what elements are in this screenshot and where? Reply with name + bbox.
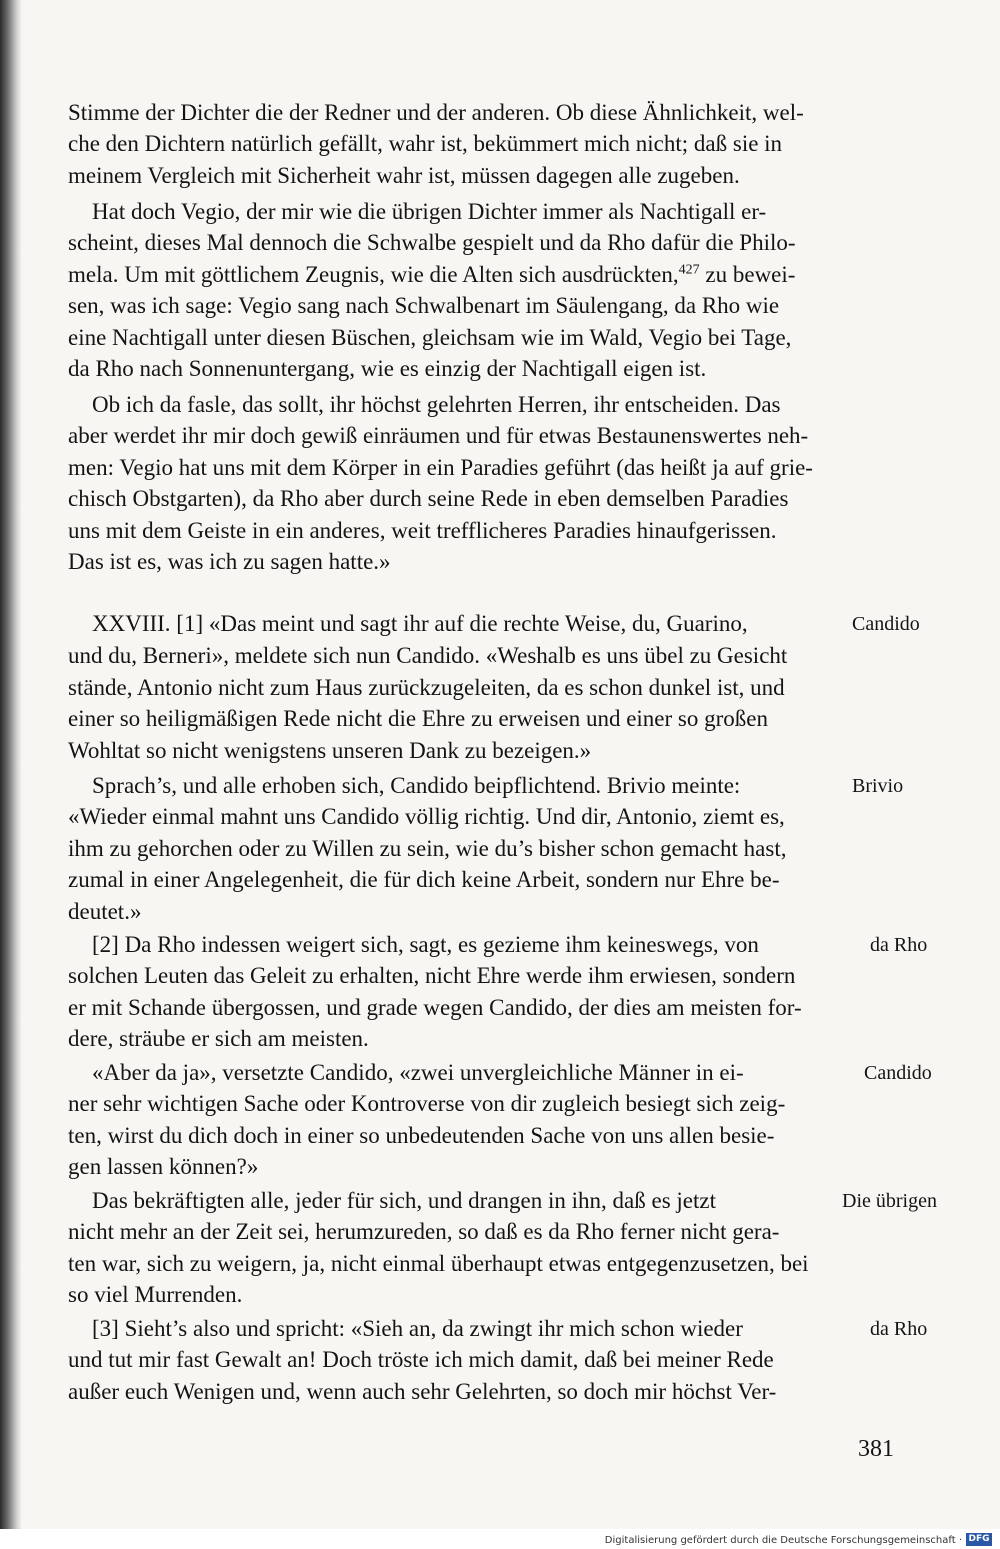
text-line: [3] Sieht’s also und spricht: «Sieh an, da zwingt ihr mich schon wieder [92,1316,743,1341]
text-line: gen lassen können?» [68,1154,259,1179]
dfg-logo-icon: DFG [966,1533,992,1546]
text-line: aber werdet ihr mir doch gewiß einräumen und für etwas Bestaunenswertes neh- [68,423,809,448]
margin-note-speaker: Brivio [852,775,904,797]
margin-note-speaker: Candido [864,1062,932,1084]
text-line: dere, sträube er sich am meisten. [68,1026,369,1051]
footnote-reference: 427 [678,262,700,278]
book-spine-shadow [0,0,22,1549]
section-heading-line: XXVIII. [1] «Das meint und sagt ihr auf die rechte Weise, du, Guarino, [92,611,748,636]
text-line: meinem Vergleich mit Sicherheit wahr ist, müssen dagegen alle zugeben. [68,163,740,188]
text-line: uns mit dem Geiste in ein anderes, weit trefflicheres Paradies hinaufgerissen. [68,518,777,543]
text-line: che den Dichtern natürlich gefällt, wahr ist, bekümmert mich nicht; daß sie in [68,131,783,156]
text-line: stände, Antonio nicht zum Haus zurückzugeleiten, da es schon dunkel ist, und [68,675,785,700]
footer-credit: Digitalisierung gefördert durch die Deutsche Forschungsgemeinschaft · [604,1535,962,1546]
text-line: ten, wirst du dich doch in einer so unbedeutenden Sache von uns allen besie- [68,1123,775,1148]
text-line: eine Nachtigall unter diesen Büschen, gleichsam wie im Wald, Vegio bei Tage, [68,325,792,350]
text-line: deutet.» [68,899,142,924]
text-line: einer so heiligmäßigen Rede nicht die Ehre zu erweisen und einer so großen [68,706,768,731]
text-line: Hat doch Vegio, der mir wie die übrigen Dichter immer als Nachtigall er- [92,199,767,224]
text-line: da Rho nach Sonnenuntergang, wie es einzig der Nachtigall eigen ist. [68,356,707,381]
text-line: ner sehr wichtigen Sache oder Kontroverse von dir zugleich besiegt sich zeig- [68,1091,786,1116]
text-line: und tut mir fast Gewalt an! Doch tröste ich mich damit, daß bei meiner Rede [68,1347,774,1372]
text-line: chisch Obstgarten), da Rho aber durch seine Rede in eben demselben Paradies [68,486,789,511]
text-line: ihm zu gehorchen oder zu Willen zu sein, wie du’s bisher schon gemacht hast, [68,836,787,861]
text-line: Wohltat so nicht wenigstens unseren Dank zu bezeigen.» [68,738,592,763]
text-line: so viel Murrenden. [68,1282,243,1307]
page-number: 381 [858,1436,894,1462]
text-segment: mela. Um mit göttlichem Zeugnis, wie die Alten sich ausdrückten, [68,262,679,287]
text-line: scheint, dieses Mal dennoch die Schwalbe gespielt und da Rho dafür die Philo- [68,230,796,255]
text-line: zumal in einer Angelegenheit, die für dich keine Arbeit, sondern nur Ehre be- [68,867,780,892]
text-line: ten war, sich zu weigern, ja, nicht einmal überhaupt etwas entgegenzusetzen, bei [68,1251,809,1276]
text-line [68,262,795,288]
text-line: nicht mehr an der Zeit sei, herumzureden, so daß es da Rho ferner nicht gera- [68,1219,780,1244]
text-line: men: Vegio hat uns mit dem Körper in ein Paradies geführt (das heißt ja auf grie- [68,455,813,480]
text-line: und du, Berneri», meldete sich nun Candido. «Weshalb es uns übel zu Gesicht [68,643,788,668]
text-line: er mit Schande übergossen, und grade wegen Candido, der dies am meisten for- [68,995,802,1020]
text-line: «Aber da ja», versetzte Candido, «zwei unvergleichliche Männer in ei- [92,1060,744,1085]
margin-note-speaker: Die übrigen [842,1190,937,1212]
margin-note-speaker: da Rho [870,1318,928,1340]
text-line: solchen Leuten das Geleit zu erhalten, nicht Ehre werde ihm erwiesen, sondern [68,963,796,988]
text-line: Sprach’s, und alle erhoben sich, Candido beipflichtend. Brivio meinte: [92,773,741,798]
text-line: außer euch Wenigen und, wenn auch sehr Gelehrten, so doch mir höchst Ver- [68,1379,777,1404]
digitization-footer [0,1529,1000,1549]
text-line: «Wieder einmal mahnt uns Candido völlig richtig. Und dir, Antonio, ziemt es, [68,804,785,829]
text-line: Das bekräftigten alle, jeder für sich, und drangen in ihn, daß es jetzt [92,1188,716,1213]
text-line: Stimme der Dichter die der Redner und der anderen. Ob diese Ähnlichkeit, wel- [68,100,804,125]
text-line: [2] Da Rho indessen weigert sich, sagt, es gezieme ihm keineswegs, von [92,932,759,957]
text-line: Ob ich da fasle, das sollt, ihr höchst gelehrten Herren, ihr entscheiden. Das [92,392,781,417]
text-segment: zu bewei- [699,262,796,287]
margin-note-speaker: Candido [852,613,920,635]
text-line: sen, was ich sage: Vegio sang nach Schwalbenart im Säulengang, da Rho wie [68,293,780,318]
text-line: Das ist es, was ich zu sagen hatte.» [68,549,391,574]
margin-note-speaker: da Rho [870,934,928,956]
